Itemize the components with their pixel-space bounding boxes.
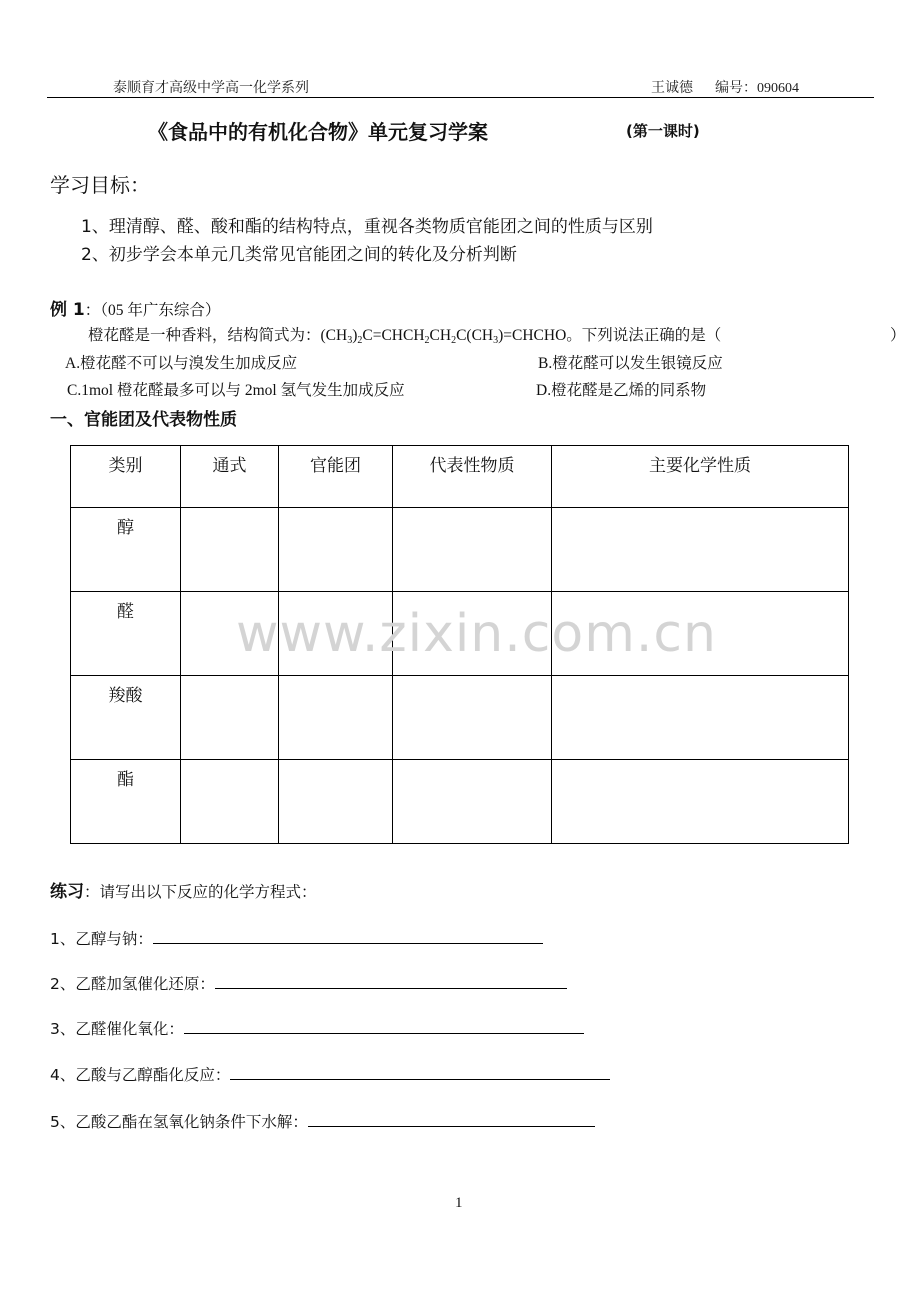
- answer-line[interactable]: [230, 1065, 610, 1080]
- example-source: ：（05 年广东综合）: [84, 302, 221, 319]
- practice-item: 3、乙醛催化氧化：: [50, 1017, 584, 1039]
- column-header: 主要化学性质: [552, 446, 849, 508]
- table-row: [71, 508, 849, 592]
- table-header-row: [71, 446, 849, 508]
- row-label: 酯: [71, 760, 181, 844]
- answer-line[interactable]: [215, 974, 567, 989]
- column-header: 通式: [181, 446, 279, 508]
- page-title: 《食品中的有机化合物》单元复习学案: [148, 120, 488, 144]
- watermark: www.zixin.com.cn: [236, 604, 717, 664]
- table-cell[interactable]: [552, 508, 849, 592]
- objective-item: 1、理清醇、醛、酸和酯的结构特点，重视各类物质官能团之间的性质与区别: [81, 217, 653, 237]
- option-b: B.橙花醛可以发生银镜反应: [538, 355, 723, 372]
- example-stem-end: ）: [890, 327, 906, 344]
- table-cell[interactable]: [393, 676, 552, 760]
- table-cell[interactable]: [552, 760, 849, 844]
- table-cell[interactable]: [181, 676, 279, 760]
- table-cell[interactable]: [181, 760, 279, 844]
- row-label: 醇: [71, 508, 181, 592]
- table-cell[interactable]: [279, 508, 393, 592]
- example-header: [50, 295, 220, 320]
- answer-line[interactable]: [308, 1112, 595, 1127]
- header-rule: [47, 97, 874, 98]
- example-label: 例 1: [50, 300, 85, 320]
- option-c: C.1mol 橙花醛最多可以与 2mol 氢气发生加成反应: [67, 382, 405, 399]
- table-cell[interactable]: [279, 760, 393, 844]
- column-header: 类别: [71, 446, 181, 508]
- header-series: 泰顺育才高级中学高一化学系列: [113, 81, 309, 96]
- practice-item: 1、乙醇与钠：: [50, 927, 543, 949]
- practice-label: 练习: [50, 882, 84, 902]
- objectives-heading: 学习目标：: [50, 173, 150, 197]
- table-cell[interactable]: [552, 676, 849, 760]
- practice-header: [50, 877, 317, 902]
- column-header: 代表性物质: [393, 446, 552, 508]
- practice-item: 2、乙醛加氢催化还原：: [50, 972, 567, 994]
- table-row: [71, 676, 849, 760]
- answer-line[interactable]: [153, 929, 543, 944]
- section-heading: 一、官能团及代表物性质: [50, 410, 237, 430]
- page-number: 1: [455, 1195, 463, 1211]
- example-stem: 橙花醛是一种香料，结构简式为：$(CH_3)_2C=CHCH_2CH_2C(CH_3)=CHCHO$。下列说法正确的是（: [88, 327, 722, 346]
- header-author: 王诚德: [651, 81, 693, 96]
- table-row: [71, 760, 849, 844]
- table-cell[interactable]: [181, 508, 279, 592]
- objective-item: 2、初步学会本单元几类常见官能团之间的转化及分析判断: [81, 245, 517, 265]
- practice-item: 4、乙酸与乙醇酯化反应：: [50, 1063, 610, 1085]
- option-a: A.橙花醛不可以与溴发生加成反应: [65, 355, 298, 372]
- answer-line[interactable]: [184, 1019, 584, 1034]
- table-cell[interactable]: [393, 760, 552, 844]
- column-header: 官能团: [279, 446, 393, 508]
- practice-item: 5、乙酸乙酯在氢氧化钠条件下水解：: [50, 1110, 595, 1132]
- row-label: 醛: [71, 592, 181, 676]
- table-cell[interactable]: [393, 508, 552, 592]
- practice-intro: ：请写出以下反应的化学方程式：: [84, 883, 317, 901]
- table-cell[interactable]: [279, 676, 393, 760]
- row-label: 羧酸: [71, 676, 181, 760]
- session-label: (第一课时): [626, 122, 700, 140]
- option-d: D.橙花醛是乙烯的同系物: [536, 382, 707, 399]
- header-code: 编号：090604: [715, 81, 799, 96]
